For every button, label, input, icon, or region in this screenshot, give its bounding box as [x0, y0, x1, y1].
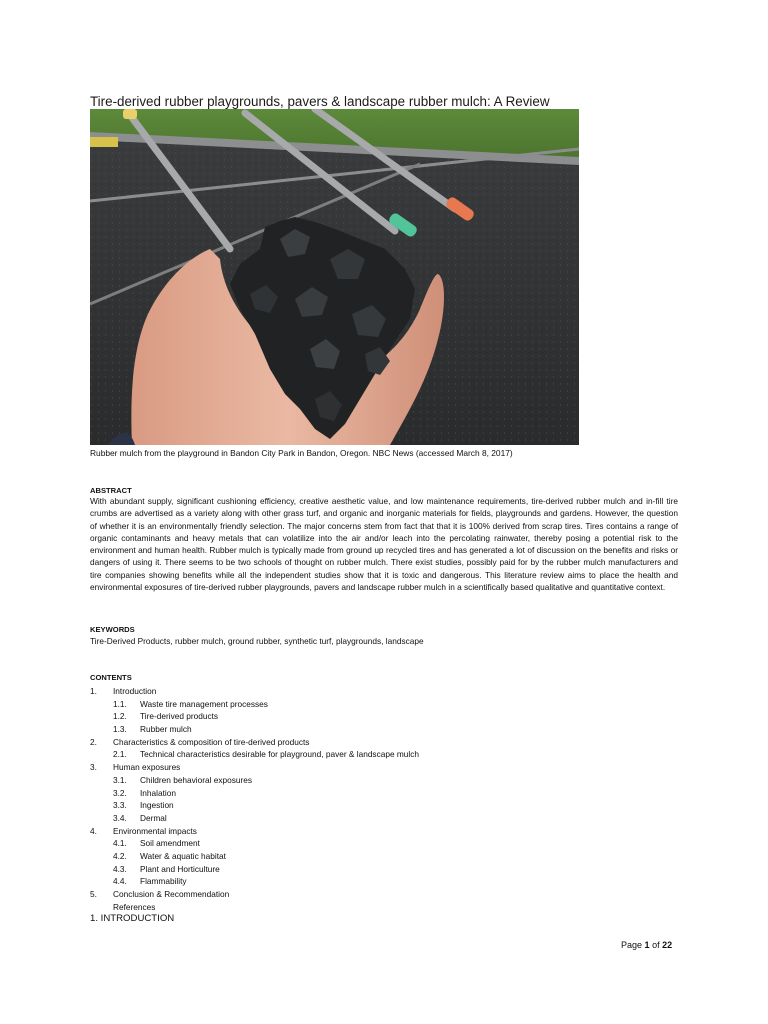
page-prefix: Page [621, 940, 643, 950]
toc-number: 3.2. [113, 787, 127, 798]
toc-label: Waste tire management processes [140, 698, 268, 709]
toc-number: 3. [90, 762, 97, 773]
toc-label: Rubber mulch [140, 724, 192, 735]
toc-label: References [113, 901, 156, 912]
abstract-heading: ABSTRACT [90, 486, 132, 495]
toc-item [90, 775, 610, 788]
figure-caption: Rubber mulch from the playground in Bandon City Park in Bandon, Oregon. NBC News (accessed March 8, 2017) [90, 448, 513, 458]
toc-item [90, 876, 610, 889]
toc-label: Human exposures [113, 762, 181, 773]
toc-item [90, 813, 610, 826]
toc-number: 4.1. [113, 838, 127, 849]
toc-number: 1.3. [113, 724, 127, 735]
toc-label: Characteristics & composition of tire-derived products [113, 736, 310, 747]
playground-mulch-photo [90, 109, 579, 445]
contents-heading: CONTENTS [90, 673, 132, 682]
toc-number: 2. [90, 736, 97, 747]
table-of-contents [90, 686, 610, 914]
toc-label: Ingestion [140, 800, 174, 811]
toc-label: Soil amendment [140, 838, 200, 849]
toc-item [90, 762, 610, 775]
page-total: 22 [662, 940, 673, 950]
toc-item [90, 749, 610, 762]
toc-label: Conclusion & Recommendation [113, 889, 230, 899]
toc-number: 1. [90, 686, 97, 696]
toc-label: Environmental impacts [113, 825, 197, 836]
toc-label: Inhalation [140, 787, 176, 798]
toc-number: 3.1. [113, 774, 127, 785]
toc-label: Flammability [140, 876, 187, 887]
toc-item [90, 864, 610, 877]
toc-number: 1.2. [113, 711, 127, 722]
toc-item [90, 737, 610, 750]
toc-item [90, 838, 610, 851]
keywords-text: Tire-Derived Products, rubber mulch, ground rubber, synthetic turf, playgrounds, landscape [90, 636, 424, 646]
toc-number: 2.1. [113, 749, 127, 760]
toc-label: Tire-derived products [140, 711, 219, 722]
toc-label: Water & aquatic habitat [140, 850, 226, 861]
toc-number: 4. [90, 825, 97, 836]
toc-item [90, 686, 610, 699]
toc-number: 5. [90, 889, 97, 899]
toc-number: 1.1. [113, 698, 127, 709]
toc-item [90, 826, 610, 839]
toc-number: 4.2. [113, 850, 127, 861]
toc-item [90, 889, 610, 902]
toc-label: Technical characteristics desirable for playground, paver & landscape mulch [140, 749, 420, 760]
toc-item [90, 851, 610, 864]
page-number [621, 940, 672, 950]
toc-item [90, 724, 610, 737]
toc-number: 3.4. [113, 812, 127, 823]
toc-item [90, 788, 610, 801]
page-of: of [652, 940, 660, 950]
toc-item [90, 699, 610, 712]
introduction-heading: 1. INTRODUCTION [90, 913, 175, 924]
toc-number: 4.4. [113, 876, 127, 887]
document-title: Tire-derived rubber playgrounds, pavers & landscape rubber mulch: A Review [90, 94, 550, 109]
page-current: 1 [644, 940, 650, 950]
abstract-text: With abundant supply, significant cushioning efficiency, creative aesthetic value, and low maintenance requirements, tire-derived rubber mulch and in-fill tire crumbs are advertised as a variety along with other grass turf, and organic and inorganic materials for fields, playgrounds and gardens. However, the question of whether it is an environmentally friendly selection. The major concerns stem from fact that that it is 100% derived from scrap tires. Tires contains a range of organic contaminants and heavy metals that can volatilize into the air and/or leach into the percolating rainwater, thereby posing a potential risk to the environment and human health. Rubber mulch is typically made from ground up recycled tires and has generated a lot of discussion on the benefits and risks or dangers of using it. There seems to be two schools of thought on rubber mulch. There exist studies, possibly paid for by the rubber mulch manufacturers and tire companies showing benefits while all the independent studies show that it is toxic and dangerous. This literature review aims to place the health and environmental exposures of tire-derived rubber playgrounds, pavers and landscape rubber mulch in a scientifically based qualitative and quantitative context. [90, 496, 678, 593]
toc-item [90, 800, 610, 813]
toc-label: Dermal [140, 812, 167, 823]
toc-number: 3.3. [113, 800, 127, 811]
toc-label: Children behavioral exposures [140, 774, 253, 785]
toc-label: Plant and Horticulture [140, 863, 220, 874]
toc-label: Introduction [113, 686, 157, 696]
keywords-heading: KEYWORDS [90, 625, 135, 634]
toc-item [90, 711, 610, 724]
toc-number: 4.3. [113, 863, 127, 874]
